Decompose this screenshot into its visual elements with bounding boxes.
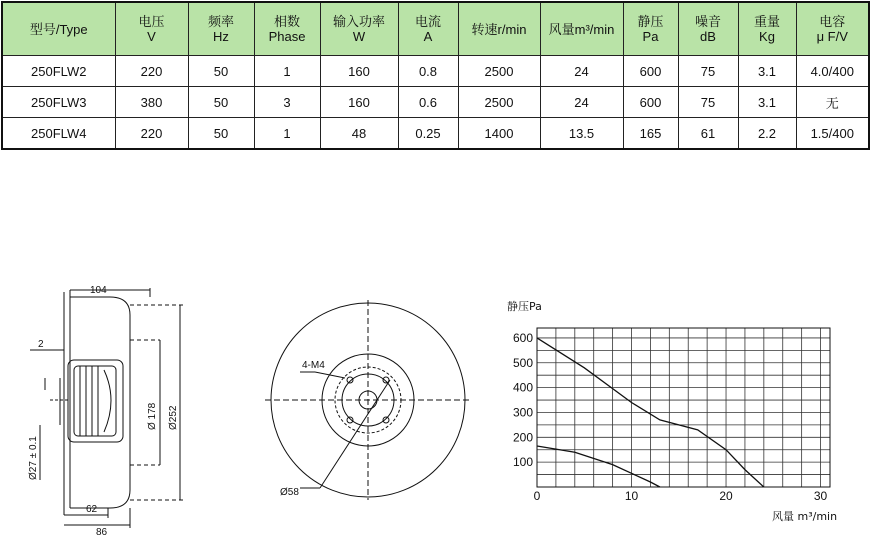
table-cell: 380 — [115, 87, 188, 118]
header-line-1: 转速r/min — [471, 21, 527, 37]
dim-27: Ø27 ± 0.1 — [28, 436, 39, 480]
y-tick-label: 100 — [512, 455, 533, 470]
table-cell: 1.5/400 — [796, 118, 869, 150]
plot-frame — [537, 328, 830, 487]
header-line-1: 输入功率 — [332, 14, 385, 29]
table-cell: 160 — [320, 56, 398, 87]
table-cell: 3 — [254, 87, 320, 118]
header-line-1: 电压 — [138, 14, 165, 29]
table-cell: 75 — [678, 87, 738, 118]
table-cell: 2500 — [458, 56, 540, 87]
table-cell: 24 — [540, 87, 623, 118]
header-line-2: V — [147, 29, 156, 44]
header-line-2: Kg — [759, 29, 775, 44]
table-cell: 250FLW4 — [2, 118, 115, 150]
table-cell: 75 — [678, 56, 738, 87]
table-cell: 220 — [115, 118, 188, 150]
table-cell: 250FLW3 — [2, 87, 115, 118]
header-line-2: Phase — [268, 29, 306, 44]
table-cell: 50 — [188, 87, 254, 118]
table-cell: 250FLW2 — [2, 56, 115, 87]
y-tick-label: 500 — [512, 355, 533, 370]
header-line-1: 重量 — [753, 14, 780, 29]
label-dia-58: Ø58 — [280, 487, 299, 498]
header-line-1: 风量m³/min — [548, 21, 615, 37]
table-cell: 600 — [623, 87, 678, 118]
table-cell: 2.2 — [738, 118, 796, 150]
x-tick-label: 20 — [719, 489, 733, 503]
table-cell: 50 — [188, 56, 254, 87]
dim-62: 62 — [86, 504, 98, 515]
table-cell: 4.0/400 — [796, 56, 869, 87]
side-view-drawing — [30, 288, 185, 528]
header-line-2: W — [352, 29, 366, 44]
x-tick-label: 10 — [624, 489, 639, 503]
table-cell: 600 — [623, 56, 678, 87]
dim-2: 2 — [38, 339, 44, 350]
table-cell: 50 — [188, 118, 254, 150]
header-line-1: 静压 — [637, 14, 664, 29]
header-line-2: Pa — [642, 29, 659, 44]
y-tick-label: 300 — [512, 405, 533, 420]
header-line-2: A — [423, 29, 433, 44]
table-cell: 165 — [623, 118, 678, 150]
dim-104: 104 — [90, 285, 107, 296]
table-cell: 无 — [796, 87, 869, 118]
series-line — [537, 446, 660, 487]
chart-ylabel: 静压Pa — [507, 300, 542, 313]
table-cell: 0.6 — [398, 87, 458, 118]
header-line-2: μ F/V — [816, 29, 848, 44]
header-line-1: 电容 — [819, 14, 846, 29]
header-line-1: 型号/Type — [29, 21, 88, 37]
dim-86: 86 — [96, 527, 108, 538]
dim-178: Ø 178 — [147, 402, 158, 430]
table-cell: 3.1 — [738, 87, 796, 118]
y-tick-label: 400 — [512, 380, 533, 395]
x-tick-label: 0 — [533, 489, 541, 503]
header-line-1: 频率 — [207, 14, 234, 29]
y-tick-label: 200 — [512, 430, 533, 445]
x-tick-label: 30 — [813, 489, 828, 503]
table-cell: 2500 — [458, 87, 540, 118]
table-cell: 0.8 — [398, 56, 458, 87]
front-view-drawing — [265, 300, 471, 500]
dim-252: Ø252 — [168, 405, 179, 430]
table-cell: 160 — [320, 87, 398, 118]
header-line-2: dB — [700, 29, 716, 44]
performance-chart — [513, 328, 830, 503]
table-cell: 1400 — [458, 118, 540, 150]
table-cell: 3.1 — [738, 56, 796, 87]
table-cell: 220 — [115, 56, 188, 87]
table-cell: 13.5 — [540, 118, 623, 150]
chart-xlabel: 风量 m³/min — [772, 510, 838, 523]
table-cell: 48 — [320, 118, 398, 150]
header-line-1: 电流 — [414, 14, 441, 29]
y-tick-label: 600 — [512, 330, 533, 345]
table-cell: 0.25 — [398, 118, 458, 150]
header-line-1: 噪音 — [694, 14, 721, 29]
label-4-m4: 4-M4 — [302, 360, 325, 371]
header-line-2: Hz — [213, 29, 229, 44]
table-cell: 1 — [254, 118, 320, 150]
header-line-1: 相数 — [273, 14, 300, 29]
table-cell: 61 — [678, 118, 738, 150]
table-cell: 1 — [254, 56, 320, 87]
table-cell: 24 — [540, 56, 623, 87]
